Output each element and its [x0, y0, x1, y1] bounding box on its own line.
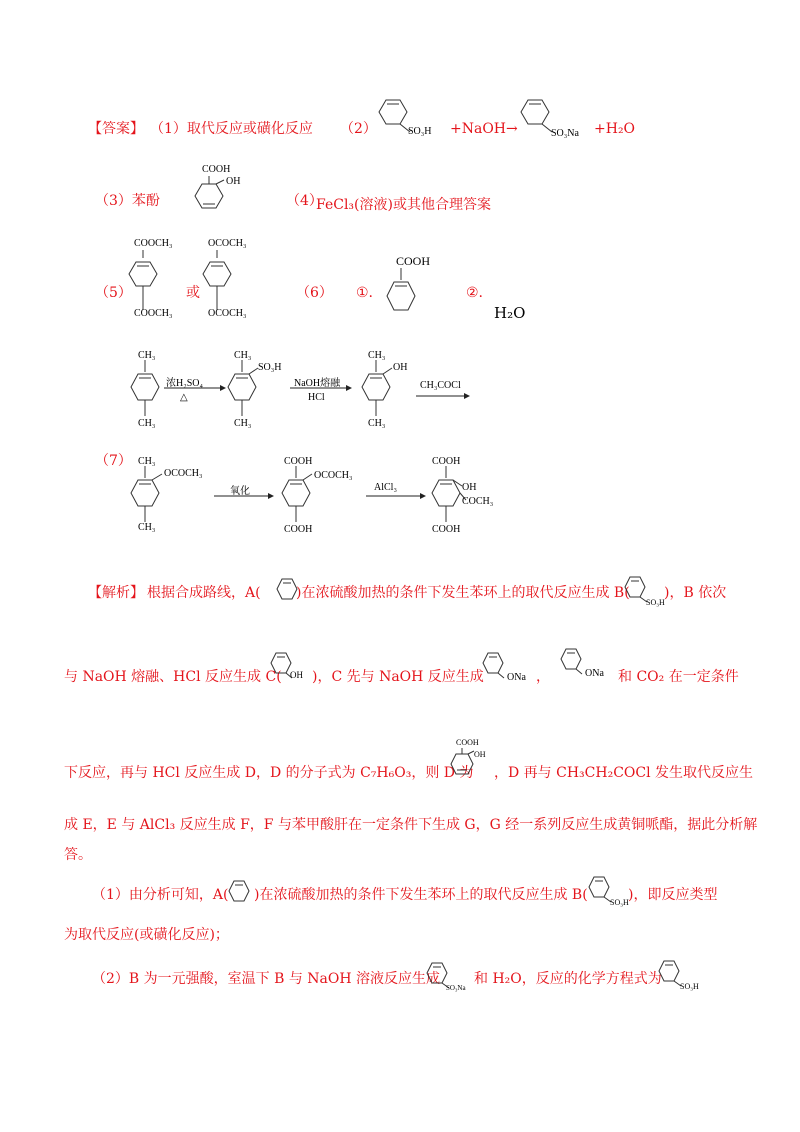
so3h-label: SO₃H [258, 362, 282, 373]
answer-q6-number: （6） [296, 285, 333, 301]
ch3-label: CH₃ [234, 350, 252, 361]
cooch3-top-label: COOCH₃ [134, 238, 173, 249]
answer-q1: （1）取代反应或磺化反应 [150, 121, 313, 137]
ch3-label: CH₃ [138, 418, 156, 429]
answer-q2-number: （2） [340, 121, 377, 137]
answer-q6-second: ②. [466, 285, 484, 301]
analysis-line1-a: 根据合成路线，A( [147, 585, 261, 601]
water-label: H₂O [494, 304, 526, 322]
ococh3-bottom-label: OCOCH₃ [208, 308, 247, 319]
oh-label: OH [393, 362, 408, 373]
sodium-benzenesulfonate-structure [422, 960, 466, 998]
reagent-h2so4: 浓H₂SO₄ [166, 378, 203, 389]
answer-tag: 【答案】 [88, 121, 144, 137]
reagent-naoh: NaOH熔融 [294, 378, 341, 389]
synthesis-route-row1 [120, 346, 470, 436]
analysis-line1-b: )在浓硫酸加热的条件下发生苯环上的取代反应生成 B( [296, 585, 630, 601]
analysis-line8-b: 和 H₂O，反应的化学方程式为 [474, 971, 662, 987]
cooh-label: COOH [284, 524, 313, 535]
answer-q4-number: （4） [286, 193, 323, 209]
so3h-label: SO₃H [610, 898, 629, 907]
answer-q6-first: ①. [356, 285, 374, 301]
cooh-label: COOH [432, 524, 461, 535]
analysis-line2-d: 和 CO₂ 在一定条件 [618, 669, 739, 685]
ona-label: ONa [507, 672, 526, 683]
ch3-label: CH₃ [234, 418, 252, 429]
analysis-line3-a: 下反应，再与 HCl 反应生成 D，D 的分子式为 C₇H₆O₃，则 D 为 [64, 765, 474, 781]
ch3-label: CH₃ [138, 522, 156, 533]
analysis-line2-b: )，C 先与 NaOH 反应生成 [312, 669, 484, 685]
ch3-label: CH₃ [368, 418, 386, 429]
answer-q3: （3）苯酚 [95, 193, 160, 209]
ococh3-label: OCOCH₃ [164, 468, 203, 479]
reagent-alcl3: AlCl₃ [374, 482, 397, 493]
cooh-label: COOH [284, 456, 313, 467]
ch3-label: CH₃ [138, 456, 156, 467]
answer-q4: FeCl₃(溶液)或其他合理答案 [316, 197, 491, 213]
analysis-line2-c: ， [536, 669, 550, 685]
benzene-ring [226, 878, 252, 908]
cooh-label: COOH [456, 738, 479, 747]
reagent-hcl: HCl [308, 392, 325, 403]
oh-label: OH [474, 750, 486, 759]
so3h-label: SO₃H [408, 126, 432, 137]
benzoic-cooh-label: COOH [396, 254, 431, 268]
cooch3-bottom-label: COOCH₃ [134, 308, 173, 319]
ococh3-top-label: OCOCH₃ [208, 238, 247, 249]
answer-q7-number: （7） [95, 453, 132, 469]
analysis-line7: 为取代反应(或磺化反应)； [64, 927, 229, 943]
analysis-line4: 成 E，E 与 AlCl₃ 反应生成 F，F 与苯甲酸肝在一定条件下生成 G，G 经一系列反应生成黄铜哌酯，据此分析解 [64, 817, 758, 833]
oh-label: OH [290, 670, 303, 680]
phenol-structure [266, 650, 302, 686]
coch3-label: COCH₃ [462, 496, 494, 507]
ona-label: ONa [585, 668, 604, 679]
answer-q5-number: （5） [95, 285, 132, 301]
analysis-line3-b: ，D 再与 CH₃CH₂COCl 发生取代反应生 [494, 765, 754, 781]
reagent-delta: △ [180, 392, 188, 403]
ch3-label: CH₃ [368, 350, 386, 361]
plus-water: +H₂O [594, 121, 636, 137]
oh-label: OH [226, 176, 241, 187]
analysis-line2-a: 与 NaOH 熔融、HCl 反应生成 C( [64, 669, 282, 685]
cooh-label: COOH [432, 456, 461, 467]
analysis-line6-c: )，即反应类型 [628, 887, 718, 903]
reagent-ch3cocl: CH₃COCl [420, 380, 461, 391]
analysis-line8-a: （2）B 为一元强酸，室温下 B 与 NaOH 溶液反应生成 [92, 971, 441, 987]
oh-label: OH [462, 482, 477, 493]
so3na-label: SO₃Na [551, 128, 579, 139]
answer-q5-or: 或 [186, 285, 200, 301]
analysis-line6-a: （1）由分析可知，A( [92, 887, 229, 903]
plus-naoh-arrow: +NaOH→ [450, 121, 518, 137]
analysis-line5: 答。 [64, 847, 92, 863]
ch3-label: CH₃ [138, 350, 156, 361]
so3h-label: SO₃H [646, 598, 665, 607]
cooh-label: COOH [202, 164, 231, 175]
analysis-line6-b: )在浓硫酸加热的条件下发生苯环上的取代反应生成 B( [254, 887, 588, 903]
analysis-tag: 【解析】 [88, 585, 144, 601]
ococh3-label: OCOCH₃ [314, 470, 353, 481]
so3h-label: SO₃H [680, 982, 699, 991]
analysis-line1-c: )，B 依次 [664, 585, 727, 601]
reagent-oxidation: 氧化 [230, 486, 250, 497]
so3na-label: SO₃Na [446, 984, 466, 992]
